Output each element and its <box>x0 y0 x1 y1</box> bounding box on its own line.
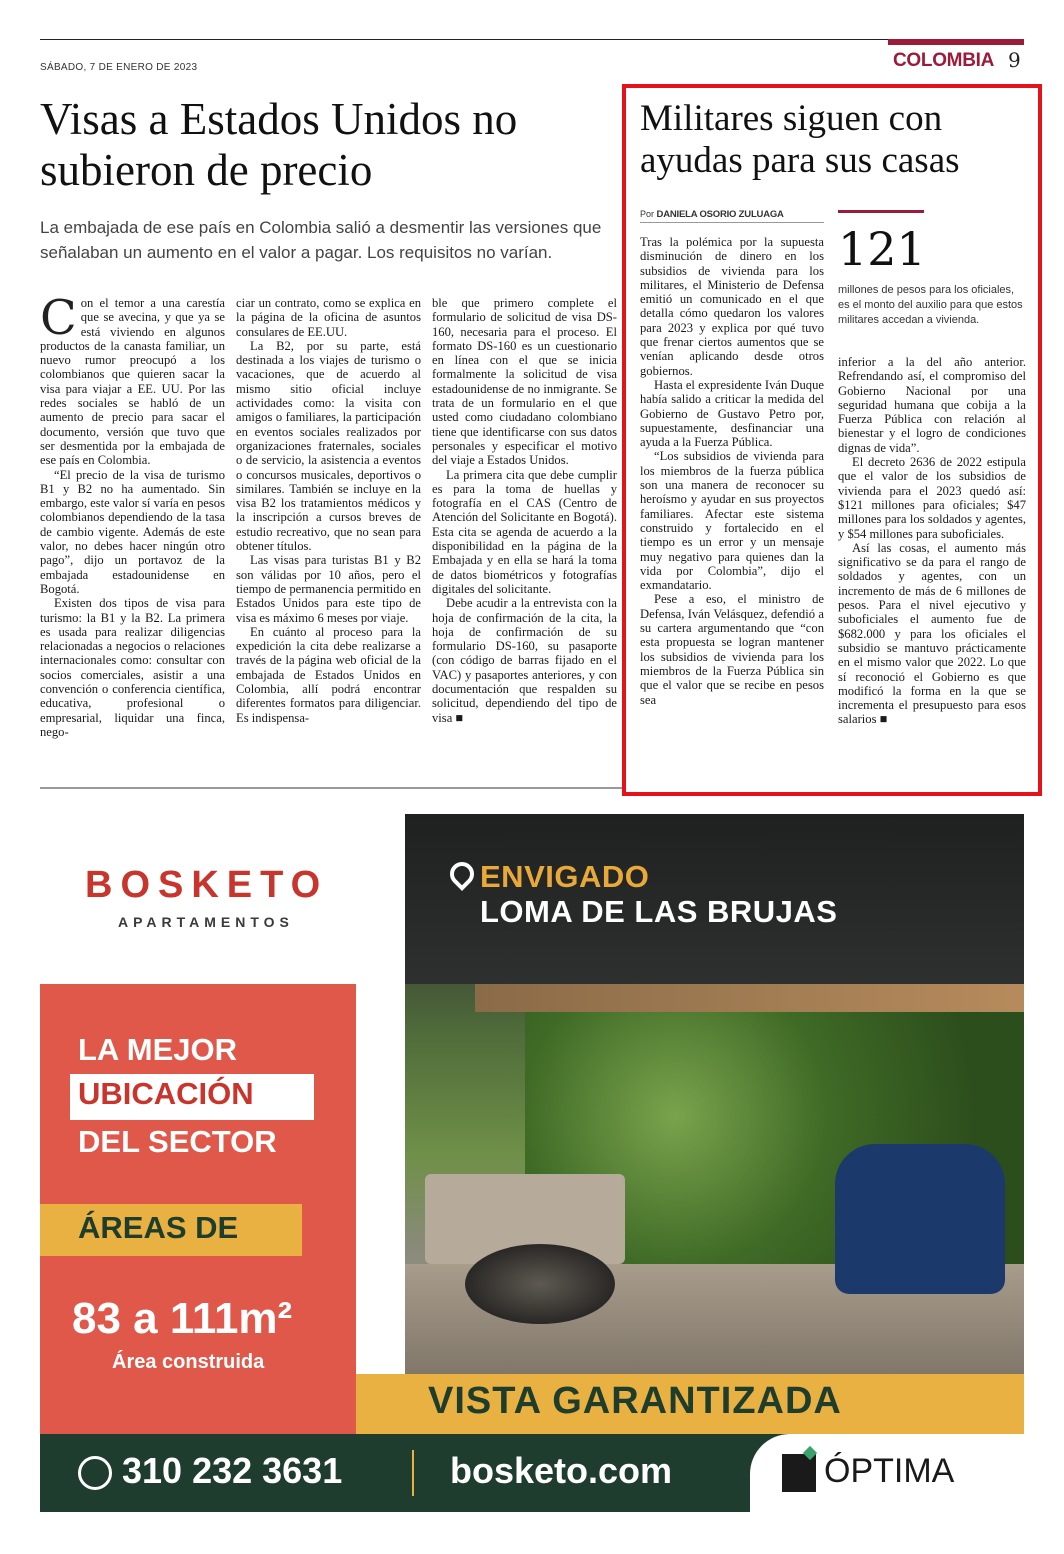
optima-logo-icon <box>782 1454 816 1492</box>
header-rule <box>40 39 1024 40</box>
drop-cap: C <box>40 296 77 346</box>
article2-column-1 <box>640 235 824 775</box>
photo-table <box>465 1244 615 1324</box>
headline-line-3: DEL SECTOR <box>78 1124 277 1159</box>
whatsapp-icon <box>78 1456 112 1490</box>
fact-caption: millones de pesos para los oficiales, es el monto del auxilio para que estos militares accedan a vivienda. <box>838 284 1023 326</box>
paragraph: on el temor a una carestía que se avecina, y que ya se está viviendo en algunos productos de la canasta familiar, un nuevo rumor preocupó a los colombianos que quieren sacar la visa para viajar a EE. UU. Por las redes sociales se habló de un aumento de precio para sacar el documento, versión que tuvo que ser desmentida por la embajada de ese país en Colombia. <box>40 296 225 468</box>
paragraph: Pese a eso, el ministro de Defensa, Iván Velásquez, defendió a su cartera argumentando que “con esta propuesta se logran mantener los subsidios de vivienda para los miembros de la Fuerza Pública sin que el valor que se recibe en pesos sea <box>640 592 824 707</box>
advertisement[interactable] <box>40 814 1024 1512</box>
brand-logo: BOSKETO <box>85 864 329 906</box>
paragraph: Existen dos tipos de visa para turismo: la B1 y la B2. La primera es usada para realizar diligencias relacionadas a negocios o relaciones internacionales como: consultar con socios comerciales, asistir a una convención o conferencia científica, educativa, profesional o empresarial, liquidar una finca, nego- <box>40 596 225 739</box>
paragraph: Hasta el expresidente Iván Duque había salido a criticar la medida del Gobierno de Gustavo Petro por, supuestamente, desfinanciar una ayuda a la Fuerza Pública. <box>640 377 824 450</box>
article2-column-2 <box>838 355 1026 775</box>
paragraph: En cuánto al proceso para la expedición la cita debe realizarse a través de la página web oficial de la embajada de Estados Unidos en Colombia, allí podrá encontrar diferentes formatos para diligenciar. Es indispensa- <box>236 624 421 725</box>
byline-author: DANIELA OSORIO ZULUAGA <box>656 209 784 220</box>
article-column-3 <box>432 296 617 774</box>
section-name: COLOMBIA <box>893 50 995 71</box>
byline-rule <box>640 222 824 223</box>
paragraph: ble que primero complete el formulario de solicitud de visa DS-160, necesaria para el proceso. El formato DS-160 es un cuestionario en línea con el que se inicia formalmente la solicitud de visa estadounidense de no inmigrante. Se trata de un formulario en el que usted como ciudadano colombiano tiene que identificarse con sus datos personales y especificar el motivo del viaje a Estados Unidos. <box>432 296 617 468</box>
page-number: 9 <box>1008 48 1021 72</box>
partner-name: ÓPTIMA <box>824 1452 955 1490</box>
section-bar <box>888 39 1024 45</box>
article-body <box>40 296 618 774</box>
phone-number[interactable]: 310 232 3631 <box>122 1450 343 1491</box>
tagline: VISTA GARANTIZADA <box>428 1380 842 1422</box>
headline-line-2: UBICACIÓN <box>78 1076 254 1111</box>
areas-subtitle: Área construida <box>112 1351 265 1373</box>
paragraph: Tras la polémica por la supuesta disminución de dinero en los subsidios de vivienda para los militares, el Ministerio de Defensa emitió un comunicado en el que detalla cómo quedaron los valores para 2023 y explica por qué tuvo que frenar ciertos aumentos que se venían aplicando desde otros gobiernos. <box>640 235 824 378</box>
article-column-1 <box>40 296 225 774</box>
article-column-2 <box>236 296 421 774</box>
byline <box>640 209 784 220</box>
fact-rule <box>838 210 924 213</box>
paragraph: Debe acudir a la entrevista con la hoja de confirmación de la cita, la hoja de confirmación de su formulario DS-160, su pasaporte (con código de barras fijado en el VAC) y pasaportes anteriores, y con documentación que respalden su solicitud, dependiendo del tipo de visa ■ <box>432 596 617 725</box>
location-area: LOMA DE LAS BRUJAS <box>480 894 838 929</box>
brand-subtitle: APARTAMENTOS <box>118 914 294 930</box>
paragraph: “Los subsidios de vivienda para los miembros de la fuerza pública son una manera de reconocer su heroísmo y ayudar en sus proyectos familiares. Afectar este sistema construido y fortalecido en el tiempo es un error y un mensaje muy negativo para quienes dan la vida por Colombia”, dijo el exmandatario. <box>640 449 824 593</box>
headline-line-1: LA MEJOR <box>78 1032 238 1067</box>
byline-prefix: Por <box>640 209 655 219</box>
article-end-rule <box>40 787 622 789</box>
footer-divider <box>412 1450 414 1496</box>
article-title: Visas a Estados Unidos no subieron de precio <box>40 94 518 195</box>
location-city: ENVIGADO <box>480 859 650 894</box>
paragraph: La primera cita que debe cumplir es para la toma de huellas y fotografía en el CAS (Centro de Atención del Solicitante en Bogotá). Esta cita se agenda de acuerdo a la disponibilidad en la página de la Embajada y en ella se hará la toma de datos biométricos y fotografías digitales del solicitante. <box>432 467 617 596</box>
website-link[interactable]: bosketo.com <box>450 1450 673 1491</box>
paragraph: Las visas para turistas B1 y B2 son válidas por 10 años, pero el tiempo de permanencia permitido en Estados Unidos para este tipo de visa es máximo 6 meses por viaje. <box>236 553 421 625</box>
article-title-secondary: Militares siguen con ayudas para sus casas <box>640 98 960 181</box>
photo-beam <box>475 984 1024 1012</box>
areas-range: 83 a 111m² <box>72 1294 293 1343</box>
paragraph: inferior a la del año anterior. Refrendando así, el compromiso del Gobierno Nacional por una seguridad humana que cobija a la Fuerza Pública con relación al bienestar y el logro de condiciones dignas de vida”. <box>838 355 1026 455</box>
paragraph: El decreto 2636 de 2022 estipula que el valor de los subsidios de vivienda para el 2023 quedó así: $121 millones para oficiales; $47 millones para los soldados y agentes, y $54 millones para suboficiales. <box>838 455 1026 541</box>
fact-number: 121 <box>838 222 926 276</box>
paragraph: Así las cosas, el aumento más significativo se da para el rango de soldados y agentes, con un incremento de más de 6 millones de pesos. Para el nivel ejecutivo y suboficiales el aumento fue de $682.000 y para los oficiales el subsidio se mantuvo prácticamente en el mismo valor que 2022. Lo que sí reconoció el Gobierno es que modificó la forma en la que se incrementa el presupuesto para esos salarios ■ <box>838 540 1026 727</box>
paragraph: ciar un contrato, como se explica en la página de la oficina de asuntos consulares de EE.UU. <box>236 296 421 339</box>
paragraph: “El precio de la visa de turismo B1 y B2 no ha aumentado. Sin embargo, este valor sí varía en pesos colombianos dependiendo de la tasa de cambio vigente. Además de este valor, no debes hacer ningún otro pago”, dijo un portavoz de la embajada estadounidense en Bogotá. <box>40 467 225 596</box>
photo-armchair <box>835 1144 1005 1294</box>
issue-date: SÁBADO, 7 DE ENERO DE 2023 <box>40 62 198 73</box>
paragraph: La B2, por su parte, está destinada a los viajes de turismo o vacaciones, que de acuerdo al mismo sitio oficial incluye actividades como: la visita con amigos o familiares, la participación en eventos sociales realizados por organizaciones fraternales, sociales o de servicio, la asistencia a eventos o concursos musicales, deportivos o similares. También se incluye en la visa B2 los tratamientos médicos y la inscripción a cursos breves de estudio recreativo, que no sean para obtener títulos. <box>236 338 421 554</box>
areas-label: ÁREAS DE <box>78 1210 239 1245</box>
article-deck: La embajada de ese país en Colombia salió a desmentir las versiones que señalaban un aumento en el valor a pagar. Los requisitos no varían. <box>40 218 602 262</box>
